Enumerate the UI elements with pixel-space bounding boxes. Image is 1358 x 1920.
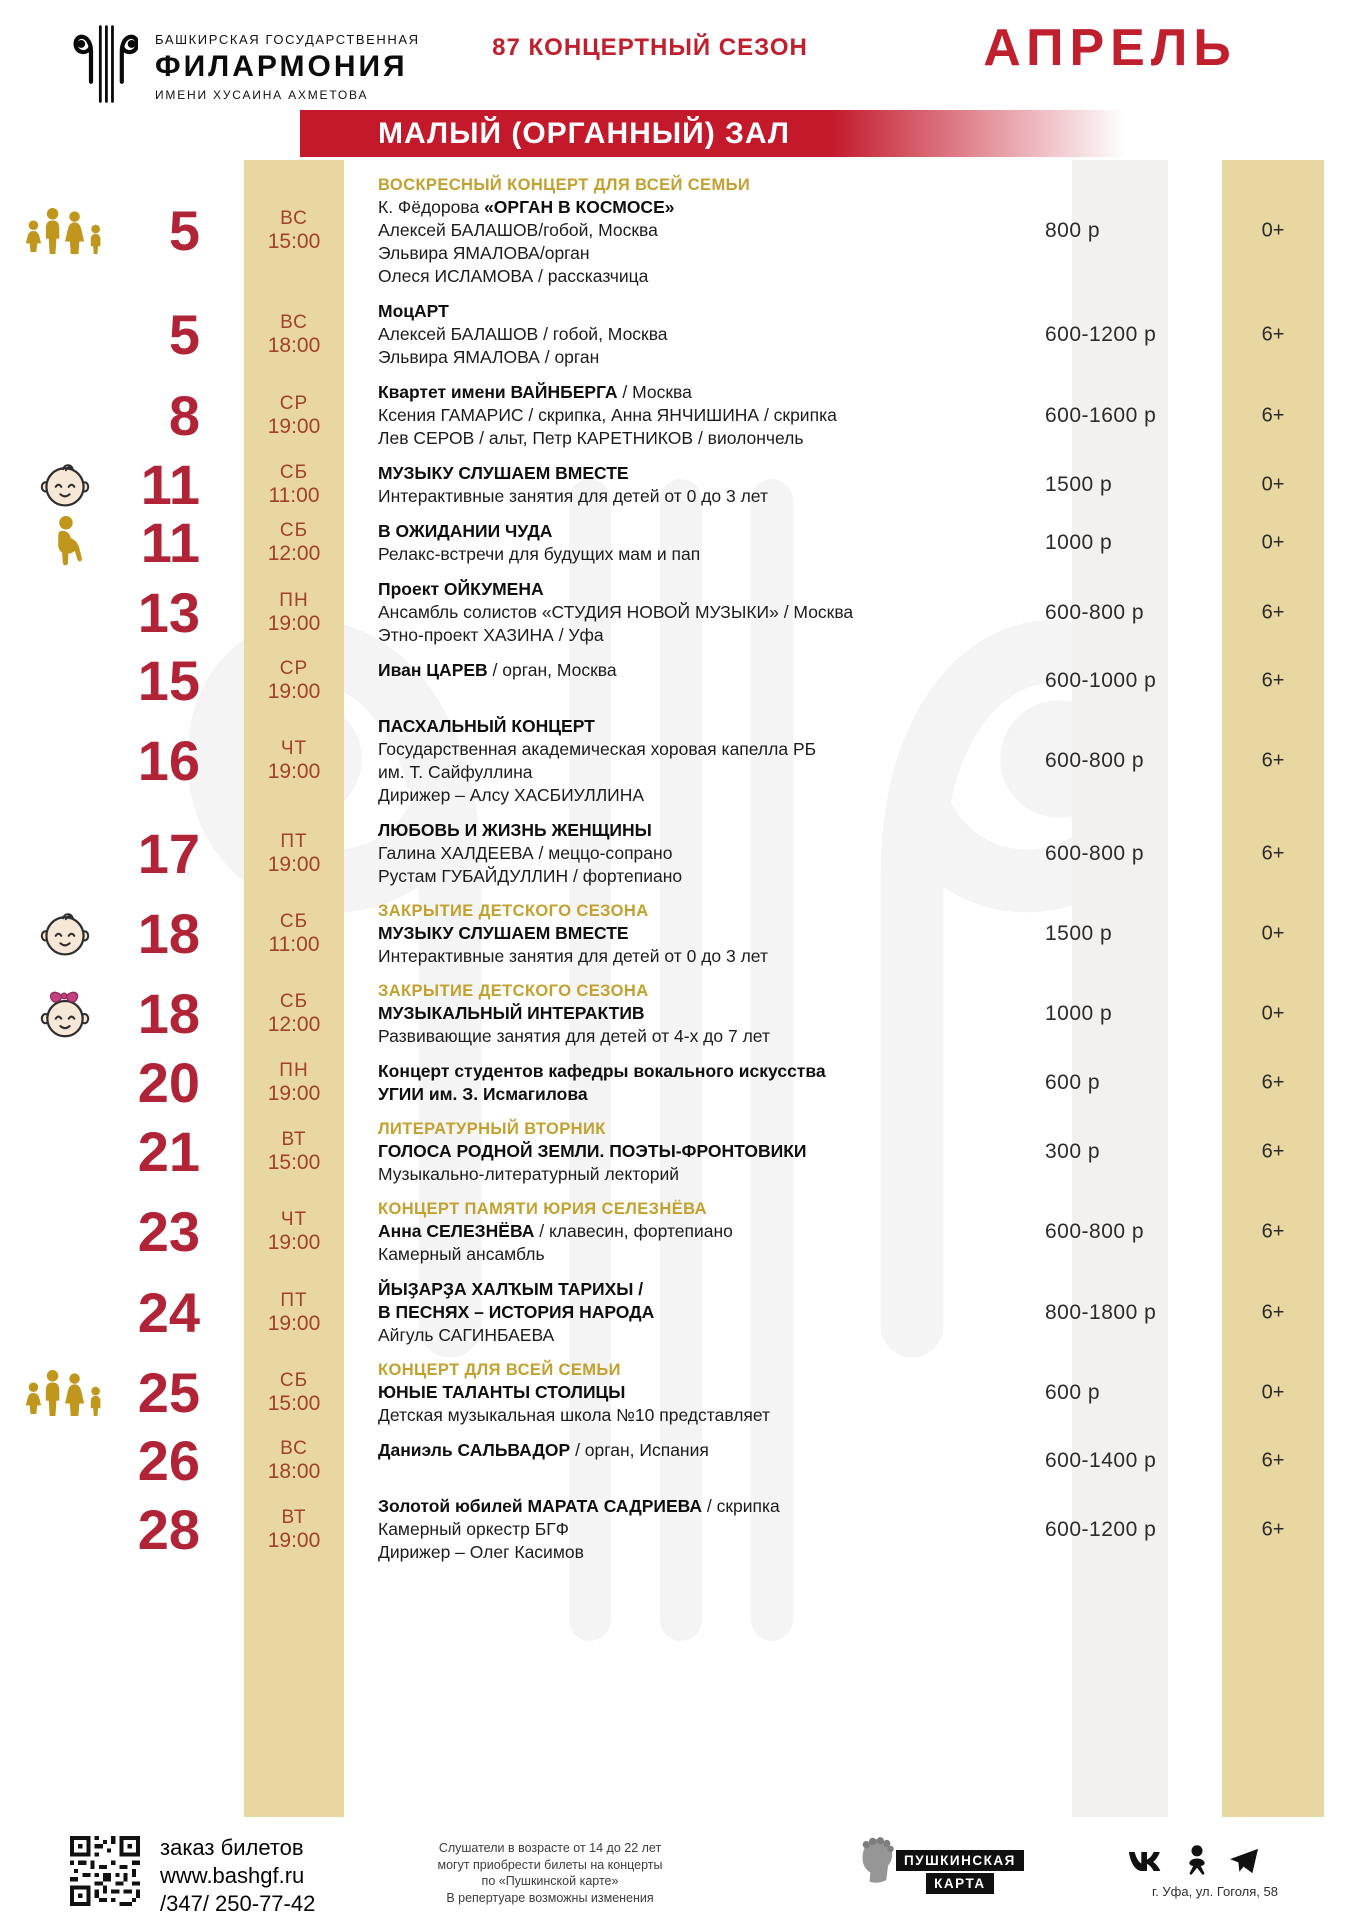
event-age-badge: 6+ [1261, 601, 1285, 623]
event-description [378, 900, 1028, 968]
event-detail-segment: Камерный ансамбль [378, 1244, 545, 1264]
pushkin-card-logo [852, 1836, 1062, 1898]
ok-icon[interactable] [1184, 1844, 1210, 1878]
event-text-line [378, 659, 1028, 682]
pushkin-card-line2: КАРТА [926, 1873, 993, 1894]
event-date: 13 [137, 580, 200, 644]
event-description [378, 1060, 1028, 1106]
phone-number: /347/ 250-77-42 [160, 1891, 316, 1916]
event-title-segment: Золотой юбилей МАРАТА САДРИЕВА [378, 1496, 703, 1516]
event-age-badge: 0+ [1261, 531, 1285, 554]
event-row [0, 715, 1358, 807]
event-time-cell [244, 1507, 344, 1553]
event-time: 18:00 [267, 1460, 321, 1483]
event-row [0, 381, 1358, 450]
event-price: 600-800 р [1045, 841, 1145, 865]
event-text-line [378, 485, 1028, 508]
event-description [378, 462, 1028, 508]
event-day: ВТ [281, 1129, 307, 1150]
event-age-badge: 6+ [1261, 1449, 1285, 1472]
event-time: 19:00 [267, 852, 321, 876]
event-price: 600-1200 р [1045, 1517, 1157, 1541]
event-detail-segment: Эльвира ЯМАЛОВА / орган [378, 347, 600, 367]
event-category: ЗАКРЫТИЕ ДЕТСКОГО СЕЗОНА [378, 902, 649, 920]
event-detail-segment: Интерактивные занятия для детей от 0 до 3 лет [378, 946, 768, 966]
event-time: 19:00 [267, 1082, 321, 1105]
org-name: ФИЛАРМОНИЯ [155, 50, 408, 83]
event-title-segment: Анна СЕЛЕЗНЁВА [378, 1221, 535, 1241]
event-text-line [378, 1541, 1028, 1564]
event-day: ЧТ [280, 738, 308, 759]
event-day: СБ [279, 462, 309, 483]
event-text-line [378, 1140, 1028, 1163]
event-date: 5 [168, 199, 200, 262]
event-row [0, 1118, 1358, 1186]
event-title-segment: ЮНЫЕ ТАЛАНТЫ СТОЛИЦЫ [378, 1382, 626, 1402]
event-day: ПТ [280, 1289, 308, 1311]
event-row [0, 511, 1358, 574]
event-detail-segment: / клавесин, фортепиано [534, 1221, 733, 1241]
event-title-segment: ПАСХАЛЬНЫЙ КОНЦЕРТ [378, 716, 595, 736]
event-description [378, 520, 1028, 566]
event-day: ВС [280, 208, 308, 229]
event-time: 19:00 [267, 1231, 321, 1254]
event-description [378, 1359, 1028, 1427]
event-age-badge: 6+ [1261, 1518, 1285, 1540]
event-text-line [378, 1083, 1028, 1106]
pushkin-card-label [896, 1850, 1024, 1894]
event-price: 1500 р [1045, 922, 1113, 945]
event-time: 19:00 [267, 760, 321, 783]
event-title-segment: ЛЮБОВЬ И ЖИЗНЬ ЖЕНЩИНЫ [378, 820, 652, 840]
event-date: 26 [137, 1429, 200, 1492]
event-detail-segment: Государственная академическая хоровая капелла РБ [378, 739, 817, 759]
event-age-badge: 6+ [1261, 323, 1285, 345]
event-row [0, 819, 1358, 888]
event-time-cell [244, 312, 344, 358]
event-date: 23 [137, 1200, 200, 1263]
note-line: В репертуаре возможны изменения [446, 1890, 654, 1905]
event-time: 19:00 [267, 611, 321, 635]
event-text-line [378, 381, 1028, 404]
event-time-cell [244, 738, 344, 784]
social-links [1128, 1844, 1260, 1878]
event-title-segment: МУЗЫКАЛЬНЫЙ ИНТЕРАКТИВ [378, 1003, 645, 1023]
event-time-cell [244, 520, 344, 566]
event-detail-segment: / Москва [617, 382, 692, 402]
event-row [0, 1278, 1358, 1347]
event-title-segment: Проект ОЙКУМЕНА [378, 579, 544, 599]
event-age-badge: 6+ [1261, 749, 1285, 772]
event-age-badge: 0+ [1261, 1002, 1285, 1025]
event-row [0, 649, 1358, 712]
event-price: 600-1400 р [1045, 1449, 1157, 1472]
event-description [378, 300, 1028, 369]
event-text-line [378, 624, 1028, 647]
event-time: 11:00 [268, 933, 320, 956]
event-time-cell [244, 393, 344, 439]
event-price: 600-800 р [1045, 1220, 1145, 1243]
season-label: 87 КОНЦЕРТНЫЙ СЕЗОН [492, 34, 808, 61]
event-title-segment: Даниэль САЛЬВАДОР [378, 1440, 571, 1460]
event-detail-segment: Релакс-встречи для будущих мам и пап [378, 544, 701, 564]
website-link[interactable]: www.bashgf.ru [160, 1863, 305, 1888]
philharmonic-logo-icon [72, 22, 138, 106]
event-text-line [378, 1220, 1028, 1243]
event-description [378, 174, 1028, 288]
org-title-block [155, 32, 420, 102]
event-price: 300 р [1045, 1140, 1101, 1163]
event-time-cell [244, 1438, 344, 1484]
org-subtitle-top: БАШКИРСКАЯ ГОСУДАРСТВЕННАЯ [155, 32, 420, 47]
event-row [0, 1198, 1358, 1266]
event-title-segment: Иван ЦАРЕВ [378, 660, 488, 680]
event-category: ЗАКРЫТИЕ ДЕТСКОГО СЕЗОНА [378, 982, 649, 1000]
event-time: 12:00 [267, 1013, 321, 1036]
event-row [0, 300, 1358, 369]
vk-icon[interactable] [1128, 1849, 1166, 1874]
event-title-segment: Квартет имени ВАЙНБЕРГА [378, 382, 618, 402]
event-text-line [378, 1278, 1028, 1301]
event-title-segment: МУЗЫКУ СЛУШАЕМ ВМЕСТЕ [378, 923, 629, 943]
event-price: 600-1000 р [1045, 669, 1157, 692]
event-price: 600 р [1045, 1071, 1101, 1094]
event-text-line [378, 842, 1028, 865]
event-detail-segment: Музыкально-литературный лекторий [378, 1164, 680, 1184]
event-day: ПН [279, 589, 309, 611]
event-age-badge: 0+ [1261, 1381, 1285, 1404]
event-time: 11:00 [268, 484, 320, 507]
event-text-line [378, 1301, 1028, 1324]
event-text-line [378, 1381, 1028, 1404]
event-date: 11 [140, 453, 200, 516]
event-description [378, 578, 1028, 647]
event-detail-segment: К. Фёдорова [378, 197, 485, 217]
event-text-line [378, 945, 1028, 968]
event-text-line [378, 738, 1028, 761]
event-time-cell [244, 1370, 344, 1416]
event-date: 21 [137, 1120, 200, 1183]
pushkin-card-note [340, 1840, 760, 1906]
event-age-badge: 0+ [1261, 219, 1285, 242]
event-title-segment: УГИИ им. З. Исмагилова [378, 1084, 588, 1104]
event-text-line [378, 323, 1028, 346]
telegram-icon[interactable] [1228, 1847, 1260, 1875]
event-text-line [378, 219, 1028, 242]
event-day: СБ [279, 520, 309, 541]
event-date: 17 [137, 821, 200, 885]
event-text-line [378, 784, 1028, 807]
pushkin-portrait-icon [852, 1836, 900, 1892]
event-time-cell [244, 462, 344, 508]
event-day: СР [279, 392, 309, 414]
event-date: 15 [137, 649, 200, 712]
event-detail-segment: Ансамбль солистов «СТУДИЯ НОВОЙ МУЗЫКИ» / Москва [378, 602, 854, 622]
event-text-line [378, 300, 1028, 323]
event-category: КОНЦЕРТ ДЛЯ ВСЕЙ СЕМЬИ [378, 1361, 621, 1379]
event-description [378, 1118, 1028, 1186]
event-detail-segment: Эльвира ЯМАЛОВА/орган [378, 243, 590, 263]
event-date: 18 [137, 982, 200, 1045]
event-text-line [378, 404, 1028, 427]
event-time-cell [244, 831, 344, 877]
event-category: ВОСКРЕСНЫЙ КОНЦЕРТ ДЛЯ ВСЕЙ СЕМЬИ [378, 176, 751, 194]
event-day: СБ [279, 991, 309, 1012]
event-price: 1500 р [1045, 473, 1113, 496]
event-title-segment: «ОРГАН В КОСМОСЕ» [484, 197, 675, 217]
event-title-segment: Концерт студентов кафедры вокального искусства [378, 1061, 826, 1081]
event-age-badge: 6+ [1261, 842, 1285, 864]
event-description [378, 1495, 1028, 1564]
event-time: 12:00 [267, 542, 321, 565]
event-day: СБ [279, 911, 309, 932]
event-time: 19:00 [267, 1311, 321, 1335]
event-price: 1000 р [1045, 1002, 1113, 1025]
event-text-line [378, 520, 1028, 543]
footer [0, 1828, 1358, 1920]
event-time-cell [244, 208, 344, 254]
event-day: ВС [280, 1438, 308, 1459]
event-age-badge: 6+ [1261, 404, 1285, 426]
event-time-cell [244, 1060, 344, 1106]
event-time-cell [244, 1129, 344, 1175]
event-day: ПТ [280, 830, 308, 852]
event-text-line [378, 1002, 1028, 1025]
event-time-cell [244, 991, 344, 1037]
event-detail-segment: Дирижер – Алсу ХАСБИУЛЛИНА [378, 785, 645, 805]
event-price: 600-1200 р [1045, 322, 1157, 346]
event-title-segment: В ОЖИДАНИИ ЧУДА [378, 521, 553, 541]
event-text-line [378, 865, 1028, 888]
event-time: 18:00 [267, 333, 321, 357]
event-title-segment: МУЗЫКУ СЛУШАЕМ ВМЕСТЕ [378, 463, 629, 483]
event-text-line [378, 196, 1028, 219]
event-age-badge: 0+ [1261, 922, 1285, 945]
event-price: 800-1800 р [1045, 1300, 1157, 1324]
event-text-line [378, 578, 1028, 601]
venue-address: г. Уфа, ул. Гоголя, 58 [1152, 1884, 1278, 1899]
event-date: 28 [137, 1497, 200, 1561]
event-date: 18 [137, 902, 200, 965]
event-price: 600-1600 р [1045, 403, 1157, 427]
event-detail-segment: Этно-проект ХАЗИНА / Уфа [378, 625, 604, 645]
event-text-line [378, 346, 1028, 369]
event-time-cell [244, 911, 344, 957]
event-text-line [378, 427, 1028, 450]
event-description [378, 1278, 1028, 1347]
event-date: 11 [140, 511, 200, 574]
event-text-line [378, 265, 1028, 288]
event-text-line [378, 922, 1028, 945]
event-text-line [378, 715, 1028, 738]
event-date: 25 [137, 1361, 200, 1424]
month-title: АПРЕЛЬ [983, 19, 1237, 77]
event-detail-segment: Дирижер – Олег Касимов [378, 1542, 584, 1562]
event-time: 19:00 [267, 680, 321, 703]
event-category: КОНЦЕРТ ПАМЯТИ ЮРИЯ СЕЛЕЗНЁВА [378, 1200, 707, 1218]
event-row [0, 174, 1358, 288]
event-description [378, 659, 1028, 682]
event-day: ПН [279, 1060, 309, 1081]
event-text-line [378, 1324, 1028, 1347]
event-price: 600 р [1045, 1381, 1101, 1404]
event-detail-segment: Развивающие занятия для детей от 4-х до 7 лет [378, 1026, 770, 1046]
note-line: Слушатели в возрасте от 14 до 22 лет [438, 1841, 662, 1855]
event-age-badge: 0+ [1261, 473, 1285, 496]
event-detail-segment: Алексей БАЛАШОВ/гобой, Москва [378, 220, 658, 240]
event-day: СБ [279, 1370, 309, 1391]
event-text-line [378, 1495, 1028, 1518]
event-age-badge: 6+ [1261, 1220, 1285, 1243]
tickets-label: заказ билетов [160, 1835, 304, 1860]
event-row [0, 900, 1358, 968]
event-text-line [378, 462, 1028, 485]
org-subtitle-bottom: ИМЕНИ ХУСАИНА АХМЕТОВА [155, 88, 369, 102]
event-price: 600-800 р [1045, 600, 1145, 624]
event-row [0, 1359, 1358, 1427]
event-age-badge: 6+ [1261, 1140, 1285, 1163]
event-description [378, 980, 1028, 1048]
event-time: 19:00 [267, 1528, 321, 1552]
schedule [0, 160, 1358, 1817]
event-text-line [378, 1060, 1028, 1083]
note-line: могут приобрести билеты на концерты [437, 1857, 663, 1872]
event-detail-segment: им. Т. Сайфуллина [378, 762, 533, 782]
event-date: 24 [137, 1280, 200, 1344]
event-detail-segment: / орган, Москва [487, 660, 617, 680]
qr-code-icon[interactable] [70, 1836, 140, 1906]
event-row [0, 453, 1358, 516]
event-text-line [378, 761, 1028, 784]
event-category: ЛИТЕРАТУРНЫЙ ВТОРНИК [378, 1120, 606, 1138]
event-date: 5 [168, 302, 200, 366]
event-text-line [378, 1439, 1028, 1462]
event-detail-segment: / скрипка [702, 1496, 780, 1516]
event-description [378, 715, 1028, 807]
event-detail-segment: / орган, Испания [570, 1440, 709, 1460]
event-age-badge: 6+ [1261, 669, 1285, 692]
event-time-cell [244, 658, 344, 704]
event-price: 600-800 р [1045, 749, 1145, 772]
event-text-line [378, 1025, 1028, 1048]
event-row [0, 578, 1358, 647]
event-age-badge: 6+ [1261, 1071, 1285, 1094]
event-detail-segment: Галина ХАЛДЕЕВА / меццо-сопрано [378, 843, 673, 863]
event-title-segment: МоцАРТ [378, 301, 449, 321]
event-detail-segment: Интерактивные занятия для детей от 0 до 3 лет [378, 486, 768, 506]
event-title-segment: В ПЕСНЯХ – ИСТОРИЯ НАРОДА [378, 1302, 655, 1322]
event-time: 15:00 [267, 230, 321, 253]
event-row [0, 1429, 1358, 1492]
event-title-segment: ГОЛОСА РОДНОЙ ЗЕМЛИ. ПОЭТЫ-ФРОНТОВИКИ [378, 1141, 807, 1161]
event-detail-segment: Ксения ГАМАРИС / скрипка, Анна ЯНЧИШИНА / скрипка [378, 405, 837, 425]
event-day: ВС [280, 311, 308, 333]
event-text-line [378, 242, 1028, 265]
event-text-line [378, 1243, 1028, 1266]
pushkin-card-line1: ПУШКИНСКАЯ [896, 1850, 1024, 1871]
event-detail-segment: Лев СЕРОВ / альт, Петр КАРЕТНИКОВ / виолончель [378, 428, 804, 448]
event-date: 20 [137, 1051, 200, 1114]
event-time: 15:00 [267, 1151, 321, 1174]
event-row [0, 1051, 1358, 1114]
note-line: по «Пушкинской карте» [481, 1874, 619, 1888]
hall-banner [300, 110, 1358, 157]
event-description [378, 1439, 1028, 1462]
event-description [378, 1198, 1028, 1266]
event-detail-segment: Алексей БАЛАШОВ / гобой, Москва [378, 324, 668, 344]
event-day: ЧТ [280, 1209, 308, 1230]
event-text-line [378, 601, 1028, 624]
event-time: 19:00 [267, 414, 321, 438]
event-detail-segment: Детская музыкальная школа №10 представляет [378, 1405, 771, 1425]
event-detail-segment: Рустам ГУБАЙДУЛЛИН / фортепиано [378, 866, 683, 886]
event-title-segment: ЙЫҘАРҘА ХАЛҠЫМ ТАРИХЫ / [378, 1279, 644, 1299]
event-detail-segment: Камерный оркестр БГФ [378, 1519, 569, 1539]
event-date: 8 [168, 383, 200, 447]
event-detail-segment: Олеся ИСЛАМОВА / рассказчица [378, 266, 649, 286]
event-text-line [378, 819, 1028, 842]
event-row [0, 1495, 1358, 1564]
event-row [0, 980, 1358, 1048]
event-age-badge: 6+ [1261, 1301, 1285, 1323]
event-text-line [378, 543, 1028, 566]
event-text-line [378, 1518, 1028, 1541]
event-time: 15:00 [267, 1392, 321, 1415]
event-price: 800 р [1045, 219, 1101, 242]
event-description [378, 381, 1028, 450]
event-list [0, 160, 1358, 1576]
event-description [378, 819, 1028, 888]
event-day: СР [279, 658, 309, 679]
event-time-cell [244, 1209, 344, 1255]
event-time-cell [244, 590, 344, 636]
hall-banner-title: МАЛЫЙ (ОРГАННЫЙ) ЗАЛ [378, 117, 790, 150]
event-time-cell [244, 1290, 344, 1336]
event-date: 16 [137, 729, 200, 792]
event-text-line [378, 1404, 1028, 1427]
event-detail-segment: Айгуль САГИНБАЕВА [378, 1325, 555, 1345]
event-price: 1000 р [1045, 531, 1113, 554]
event-day: ВТ [281, 1506, 307, 1528]
ticket-contacts [160, 1834, 315, 1918]
event-text-line [378, 1163, 1028, 1186]
